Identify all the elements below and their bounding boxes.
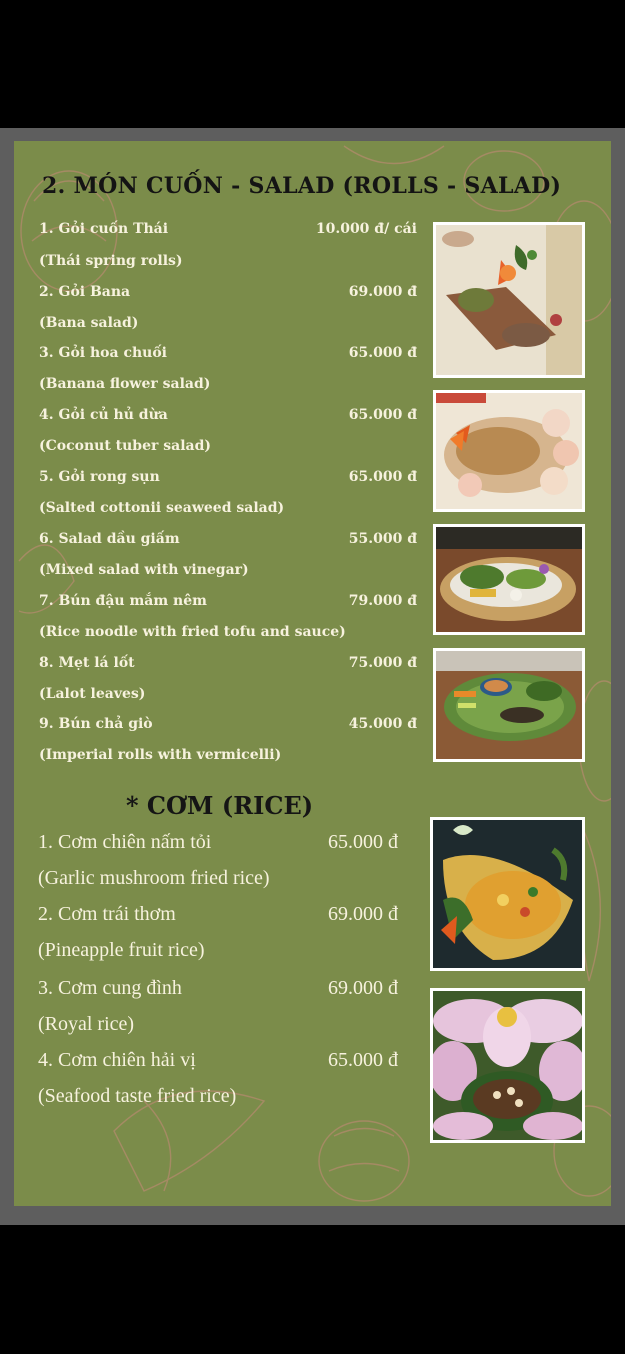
spring-rolls-photo: [433, 222, 585, 378]
menu-item-name: 6. Salad dầu giấm: [39, 531, 180, 547]
menu-item-english: (Royal rice): [38, 1013, 135, 1035]
menu-board: [14, 141, 611, 1206]
menu-item-name: 3. Cơm cung đình: [38, 977, 182, 999]
pineapple-fried-rice-photo: [430, 817, 585, 971]
menu-item-price: 65.000 đ: [348, 469, 417, 485]
menu-item-english: (Mixed salad with vinegar): [39, 562, 249, 578]
menu-item-name: 4. Cơm chiên hải vị: [38, 1049, 196, 1071]
menu-item-name: 7. Bún đậu mắm nêm: [39, 593, 207, 609]
menu-item-name: 2. Cơm trái thơm: [38, 903, 176, 925]
menu-item-name: 2. Gỏi Bana: [39, 284, 131, 300]
menu-item-english: (Garlic mushroom fried rice): [38, 867, 270, 889]
menu-item-price: 65.000 đ: [348, 407, 417, 423]
menu-item-price: 45.000 đ: [348, 716, 417, 732]
menu-item-english: (Coconut tuber salad): [39, 438, 212, 454]
menu-item-name: 1. Cơm chiên nấm tỏi: [38, 831, 212, 853]
menu-item-name: 9. Bún chả giò: [39, 716, 153, 732]
menu-item-name: 4. Gỏi củ hủ dừa: [39, 407, 168, 423]
menu-item-english: (Rice noodle with fried tofu and sauce): [39, 624, 346, 640]
menu-item-price: 65.000 đ: [328, 1049, 398, 1071]
menu-item-english: (Banana flower salad): [39, 376, 211, 392]
menu-item-name: 8. Mẹt lá lốt: [39, 655, 135, 671]
menu-item-price: 69.000 đ: [328, 977, 398, 999]
menu-item-price: 10.000 đ/ cái: [315, 221, 417, 237]
mixed-salad-photo: [433, 524, 585, 635]
coconut-tuber-salad-photo: [433, 390, 585, 512]
menu-item-price: 65.000 đ: [348, 345, 417, 361]
menu-item-english: (Salted cottonii seaweed salad): [39, 500, 285, 516]
menu-item-name: 5. Gỏi rong sụn: [39, 469, 160, 485]
menu-item-price: 75.000 đ: [348, 655, 417, 671]
menu-item-price: 69.000 đ: [328, 903, 398, 925]
menu-item-english: (Thái spring rolls): [39, 253, 183, 269]
lalot-leaves-photo: [433, 648, 585, 762]
section-title-rolls-salad: 2. MÓN CUỐN - SALAD (ROLLS - SALAD): [42, 173, 562, 199]
royal-rice-photo: [430, 988, 585, 1143]
menu-item-name: 1. Gỏi cuốn Thái: [39, 221, 169, 237]
menu-item-price: 55.000 đ: [348, 531, 417, 547]
menu-item-price: 69.000 đ: [348, 284, 417, 300]
menu-item-english: (Pineapple fruit rice): [38, 939, 205, 961]
menu-item-name: 3. Gỏi hoa chuối: [39, 345, 167, 361]
section-title-rice: * CƠM (RICE): [126, 791, 314, 820]
menu-item-price: 65.000 đ: [328, 831, 398, 853]
menu-item-english: (Seafood taste fried rice): [38, 1085, 237, 1107]
menu-item-english: (Imperial rolls with vermicelli): [39, 747, 282, 763]
menu-item-english: (Bana salad): [39, 315, 139, 331]
menu-item-price: 79.000 đ: [348, 593, 417, 609]
menu-item-english: (Lalot leaves): [39, 686, 146, 702]
